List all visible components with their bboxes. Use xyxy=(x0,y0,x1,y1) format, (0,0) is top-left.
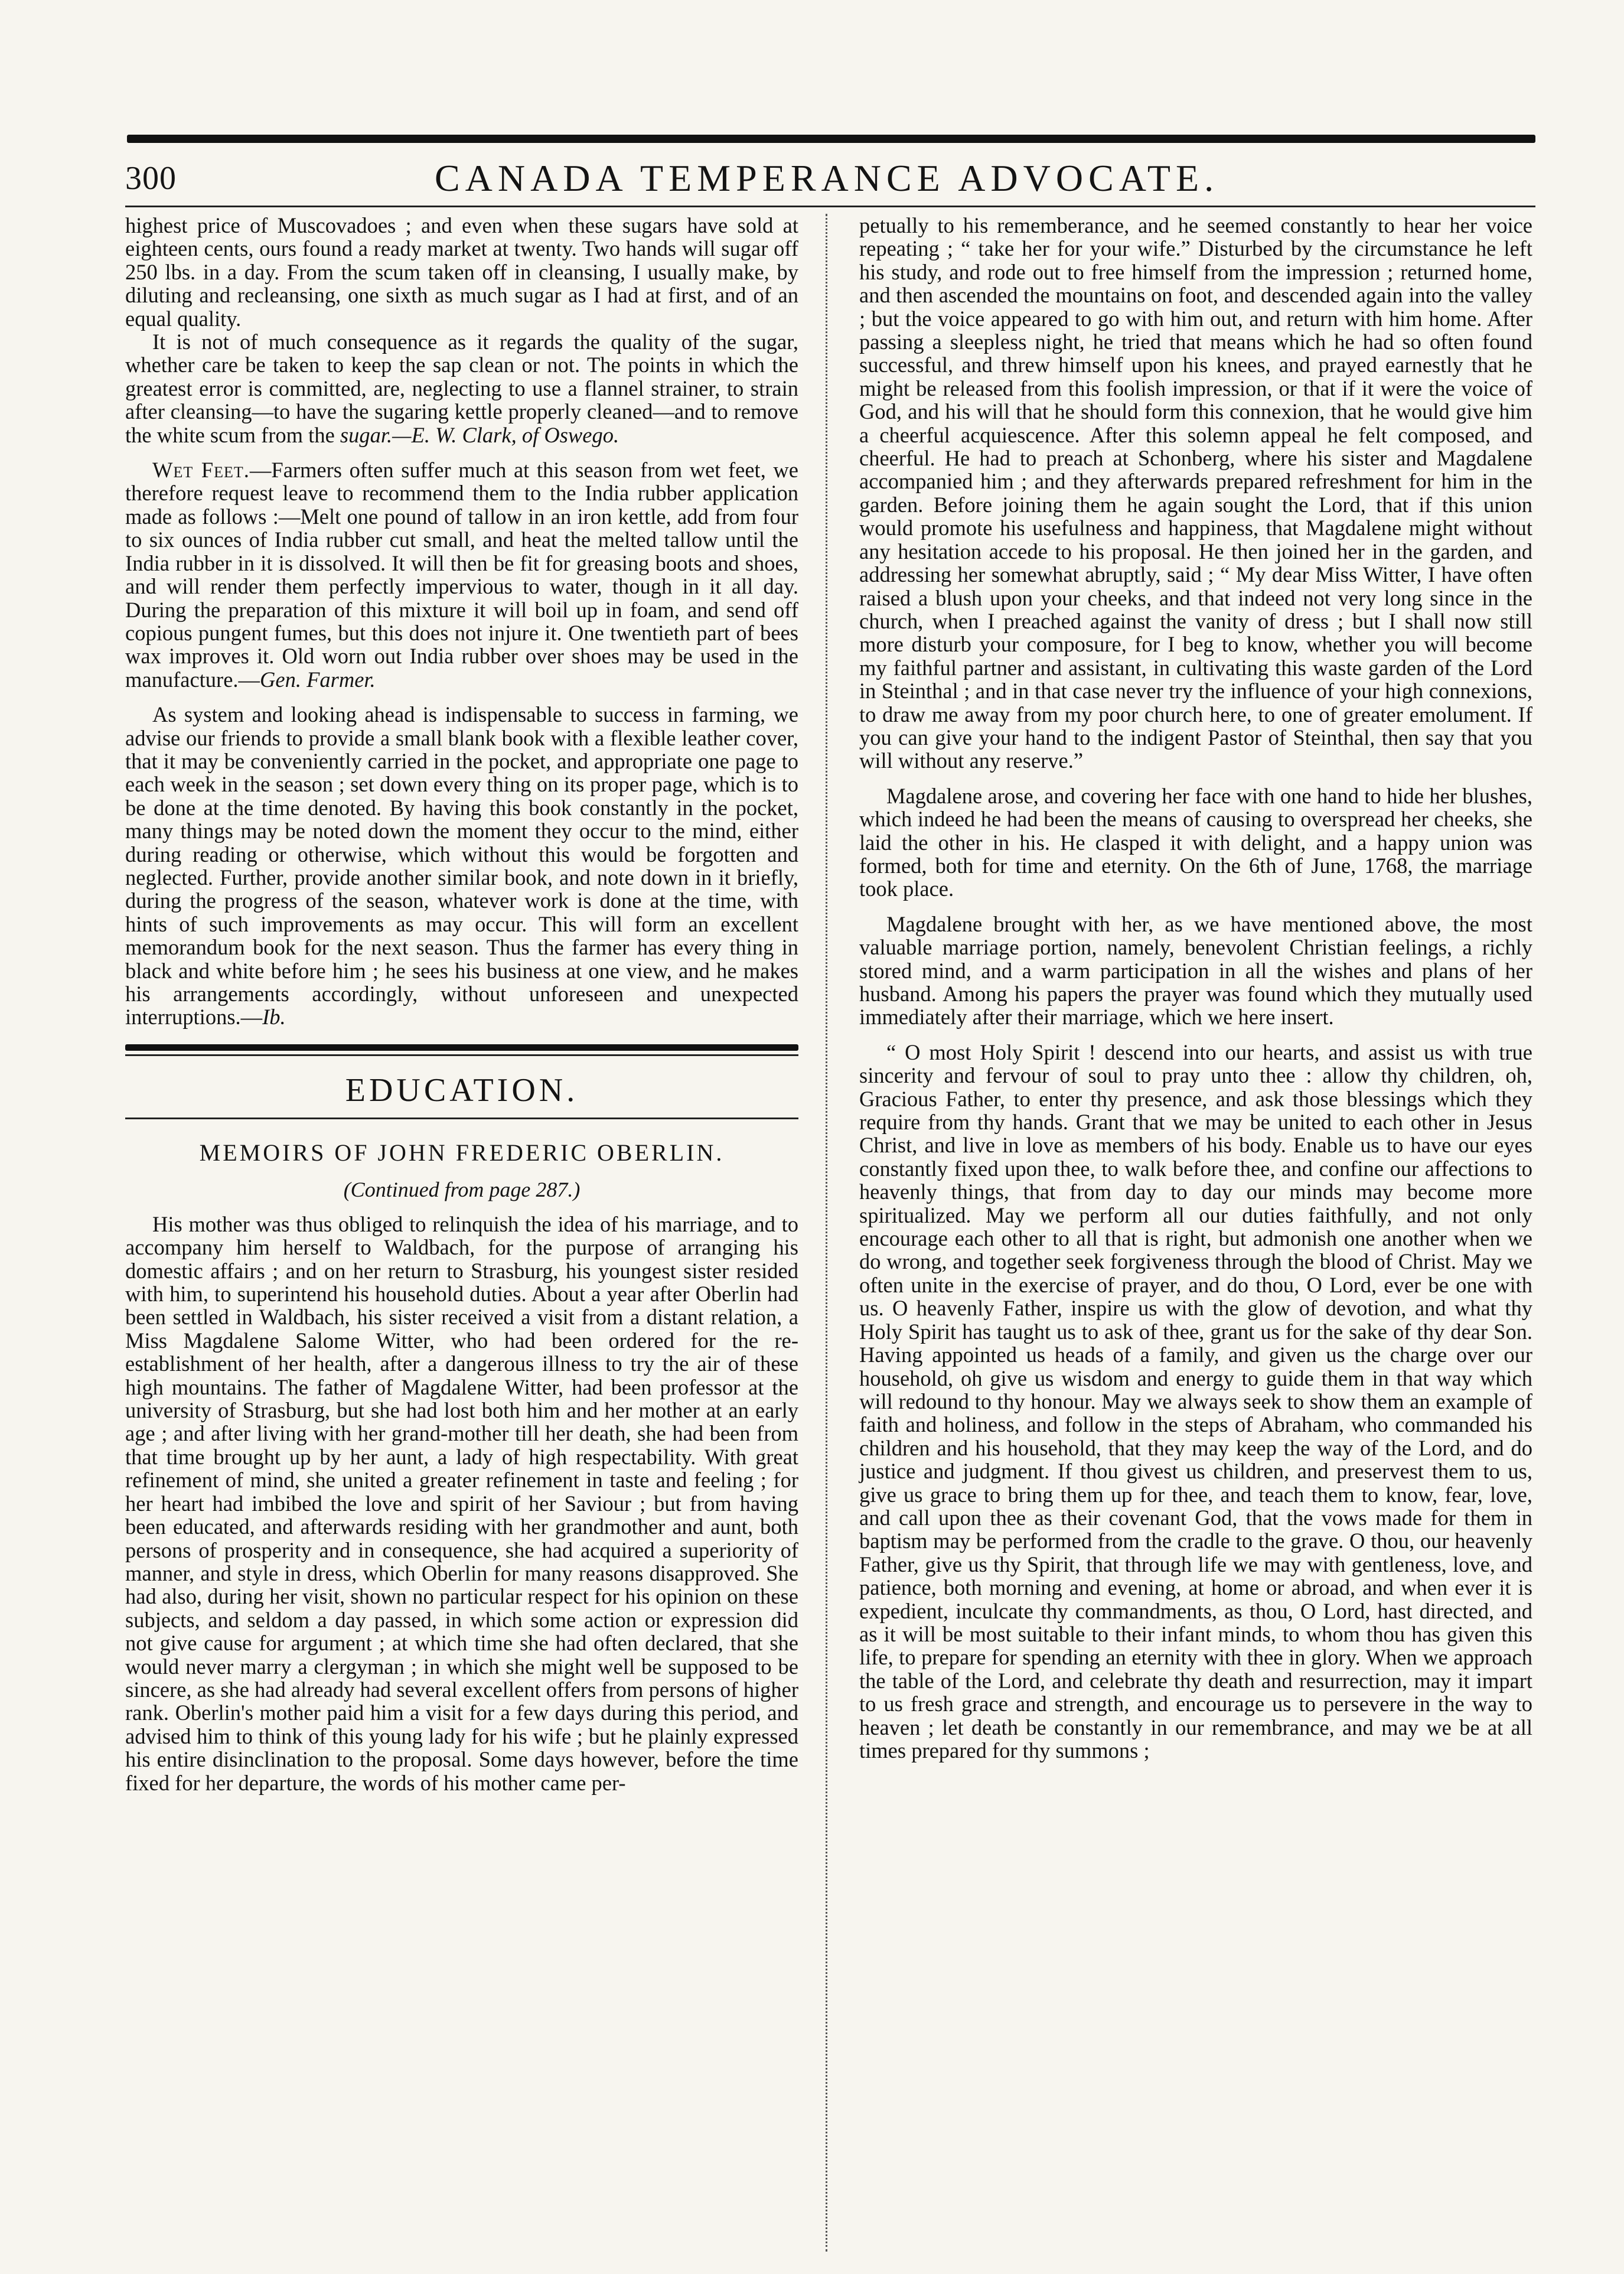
right-column xyxy=(859,214,1532,1762)
paragraph-wet-feet xyxy=(125,458,798,691)
attribution-gen-farmer: Gen. Farmer. xyxy=(260,667,376,692)
top-decorative-rule xyxy=(127,135,1535,143)
article-title: MEMOIRS OF JOHN FREDERIC OBERLIN. xyxy=(199,1139,725,1166)
header-rule xyxy=(125,206,1535,207)
paragraph-farm-book xyxy=(125,703,798,1029)
continued-note: (Continued from page 287.) xyxy=(343,1177,581,1201)
section-rule-thin xyxy=(125,1054,798,1056)
attribution-ib: Ib. xyxy=(262,1005,286,1030)
paragraph-oberlin-marriage: His mother was thus obliged to relinquish the idea of his marriage, and to accompany him herself to Waldbach, for the purpose of arranging his domestic affairs ; and on her return to Strasburg, his youngest sister resided with him, to superintend his household duties. About a year after Oberlin had been settled in Waldbach, his sister received a visit from a distant relation, a Miss Magdalene Salome Witter, who had been ordered for the re-establishment of her health, after a dangerous illness to try the air of these high mountains. The father of Magdalene Witter, had been professor at the university of Strasburg, but she had lost both him and her mother at an early age ; and after living with her grand-mother till her death, she had been from that time brought up by her aunt, a lady of high respectability. With great refinement of mind, she united a greater refinement in taste and feeling ; for her heart had imbibed the love and spirit of her Saviour ; but from having been educated, and afterwards residing with her grandmother and aunt, both persons of prosperity and in consequence, she had acquired a superiority of manner, and style in dress, which Oberlin for many reasons disapproved. She had also, during her visit, shown no particular respect for his opinion on these subjects, and seldom a day passed, in which some action or expression did not give cause for argument ; at which time she had often declared, that she would never marry a clergyman ; in which she might well be supposed to be sincere, as she had already had several excellent offers from persons of higher rank. Oberlin's mother paid him a visit for a few days during this period, and advised him to think of this young lady for his wife ; but he plainly expressed his entire disinclination to the proposal. Some days however, before the time fixed for her departure, the words of his mother came per- xyxy=(125,1211,798,1795)
paragraph-sugar-price: highest price of Muscovadoes ; and even when these sugars have sold at eighteen cents, ours found a ready market at twenty. Two hands will sugar off 250 lbs. in a day. From the scum taken off in cleansing, I usually make, by diluting and recleansing, one sixth as much sugar as I had at first, and of an equal quality. xyxy=(125,213,798,331)
left-column xyxy=(125,214,798,1794)
column-divider xyxy=(826,214,827,2252)
paragraph-sugar-quality xyxy=(125,330,798,447)
attribution-clark: sugar.—E. W. Clark, of Oswego. xyxy=(340,422,619,447)
wet-feet-text: —Farmers often suffer much at this season from wet feet, we therefore request leave to recommend them to the India rubber application made as follows :—Melt one pound of tallow in an iron kettle, add from four to six ounces of India rubber cut small, and heat the melted tallow until the India rubber in it is dissolved. It will then be fit for greasing boots and shoes, and will render them perfectly impervious to water, though in it all day. During the preparation of this mixture it will boil up in foam, and send off copious pungent fumes, but this does not injure it. One twentieth part of bees wax improves it. Old worn out India rubber over shoes may be used in the manufacture.— xyxy=(125,458,798,692)
paragraph-marriage-portion: Magdalene brought with her, as we have mentioned above, the most valuable marriage portion, namely, benevolent Christian feelings, a richly stored mind, and a warm participation in all the wishes and plans of her husband. Among his papers the prayer was found which they mutually used immediately after their marriage, which we here insert. xyxy=(859,911,1532,1030)
paragraph-proposal: petually to his rememberance, and he seemed constantly to hear her voice repeating ; “ take her for your wife.” Disturbed by the circumstance he left his study, and rode out to free himself from the impression ; returned home, and then ascended the mountains on foot, and descended again into the valley ; but the voice appeared to go with him out, and return with him home. After passing a sleepless night, he tried that means which he had so often found successful, and threw himself upon his knees, and prayed earnestly that he might be released from this foolish impression, or that if it were the voice of God, and his will that he should form this connexion, that he would give him a cheerful acquiescence. After this solemn appeal he felt composed, and cheerful. He had to preach at Schonberg, where his sister and Magdalene accompanied him ; and they afterwards prepared refreshment for him in the garden. Before joining them he again sought the Lord, that if this union would promote his usefulness and happiness, that Magdalene might without any hesitation accede to his proposal. He then joined her in the garden, and addressing her somewhat abruptly, said ; “ My dear Miss Witter, I have often raised a blush upon your cheeks, and that indeed not very long since in the church, when I preached against the vanity of dress ; but I shall now still more disturb your composure, for I beg to know, whether you will become my faithful partner and assistant, in cultivating this waste garden of the Lord in Steinthal ; and in that case never try the influence of your high connexions, to draw me away from my poor church here, to one of greater emolument. If you can give your hand to the indigent Pastor of Steinthal, then say that you will without any reserve.” xyxy=(859,213,1532,773)
masthead-title: CANADA TEMPERANCE ADVOCATE. xyxy=(434,157,1219,199)
page-number: 300 xyxy=(125,160,177,197)
section-rule-thick xyxy=(125,1044,798,1051)
wet-feet-heading: Wet Feet. xyxy=(152,458,250,483)
section-title-underline xyxy=(125,1118,798,1119)
paragraph-prayer: “ O most Holy Spirit ! descend into our hearts, and assist us with true sincerity and fervour of soul to pray unto thee : allow thy children, oh, Gracious Father, to enter thy presence, and ask those blessings which they require from thy hands. Grant that we may be united to each other in Jesus Christ, and live in love as members of his body. Enable us to have our eyes constantly fixed upon thee, to walk before thee, and confine our affections to heavenly things, that from day to day our minds may become more spiritualized. May we perform all our duties faithfully, and not only encourage each other to all that is right, but admonish one another when we do wrong, and together seek forgiveness through the blood of Christ. May we often unite in the exercise of prayer, and do thou, O Lord, ever be one with us. O heavenly Father, inspire us with the glow of devotion, and what thy Holy Spirit has taught us to ask of thee, grant us for the sake of thy dear Son. Having appointed us heads of a family, and given us the charge over our household, oh give us wisdom and energy to guide them in that way which will redound to thy honour. May we always seek to show them an example of faith and holiness, and follow in the steps of Abraham, who commanded his children and his household, that they may keep the way of the Lord, and do justice and judgment. If thou givest us children, and preservest them to us, give us grace to bring them up for thee, and teach them to know, fear, love, and call upon thee as their covenant God, that the vows made for them in baptism may be performed from the cradle to the grave. O thou, our heavenly Father, give us thy Spirit, that through life we may with gentleness, love, and patience, both morning and evening, at home or abroad, and when ever it is expedient, inculcate thy commandments, as thou, O Lord, hast directed, and as it will be most suitable to their infant minds, to whom thou has given this life, to prepare for spending an eternity with thee in glory. When we approach the table of the Lord, and celebrate thy death and resurrection, may it impart to us fresh grace and strength, and encourage us to persevere in the way to heaven ; let death be constantly in our remembrance, and may we be at all times prepared for thy summons ; xyxy=(859,1040,1532,1762)
farm-book-text: As system and looking ahead is indispensable to success in farming, we advise our friends to provide a small blank book with a flexible leather cover, that it may be conveniently carried in the pocket, and appropriate one page to each week in the season ; set down every thing on its proper page, which is to be done at the time denoted. By having this book constantly in the pocket, many things may be noted down the moment they occur to the mind, either during reading or otherwise, which without this would be forgotten and neglected. Further, provide another similar book, and note down in it briefly, during the progress of the season, whatever work is done at the time, with hints of such improvements as may occur. This will form an excellent memorandum book for the next season. Thus the farmer has every thing in black and white before him ; he sees his business at one view, and he makes his arrangements accordingly, without unforeseen and unexpected interruptions.— xyxy=(125,702,798,1030)
paragraph-sugar-quality-text: It is not of much consequence as it regards the quality of the sugar, whether care be taken to keep the sap clean or not. The points in which the greatest error is committed, are, neglecting to use a flannel strainer, to strain after cleansing—to have the sugaring kettle properly cleaned—and to remove the white scum from the xyxy=(125,330,798,447)
paragraph-magdalene-arose: Magdalene arose, and covering her face with one hand to hide her blushes, which indeed he had been the means of causing to overspread her cheeks, she laid the other in his. He clasped it with delight, and a happy union was formed, both for time and eternity. On the 6th of June, 1768, the marriage took place. xyxy=(859,783,1532,901)
section-title-education: EDUCATION. xyxy=(345,1071,579,1109)
